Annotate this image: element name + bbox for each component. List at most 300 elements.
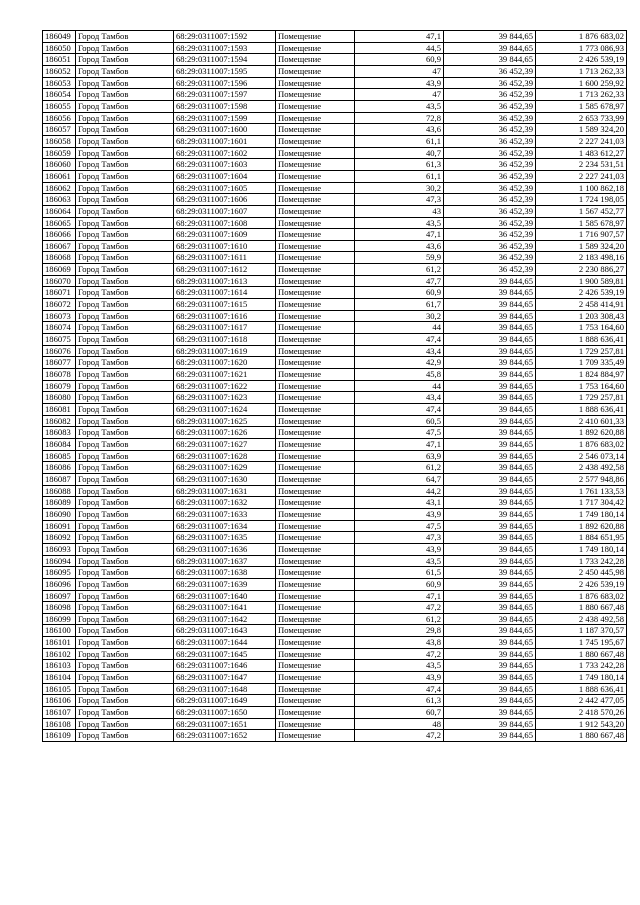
area-cell: 43,5 <box>355 660 444 672</box>
row-number-cell: 186097 <box>43 590 76 602</box>
table-row <box>43 695 627 707</box>
area-cell: 47,1 <box>355 438 444 450</box>
row-number-cell: 186061 <box>43 170 76 182</box>
row-number-cell: 186108 <box>43 718 76 730</box>
row-number-cell: 186104 <box>43 672 76 684</box>
specific-value-cell: 36 452,39 <box>444 77 536 89</box>
cadastral-number-cell: 68:29:0311007:1639 <box>174 578 276 590</box>
municipality-cell: Город Тамбов <box>76 252 174 264</box>
cadastral-value-cell: 1 892 620,88 <box>536 520 627 532</box>
area-cell: 47,5 <box>355 520 444 532</box>
table-row <box>43 229 627 241</box>
table-row <box>43 310 627 322</box>
area-cell: 61,1 <box>355 135 444 147</box>
object-type-cell: Помещение <box>276 205 355 217</box>
row-number-cell: 186064 <box>43 205 76 217</box>
table-row <box>43 625 627 637</box>
object-type-cell: Помещение <box>276 438 355 450</box>
row-number-cell: 186101 <box>43 637 76 649</box>
object-type-cell: Помещение <box>276 264 355 276</box>
object-type-cell: Помещение <box>276 252 355 264</box>
object-type-cell: Помещение <box>276 124 355 136</box>
area-cell: 47 <box>355 65 444 77</box>
cadastral-value-cell: 2 438 492,58 <box>536 462 627 474</box>
area-cell: 47,1 <box>355 590 444 602</box>
object-type-cell: Помещение <box>276 170 355 182</box>
row-number-cell: 186082 <box>43 415 76 427</box>
cadastral-number-cell: 68:29:0311007:1614 <box>174 287 276 299</box>
cadastral-number-cell: 68:29:0311007:1640 <box>174 590 276 602</box>
cadastral-value-cell: 1 900 589,81 <box>536 275 627 287</box>
cadastral-value-cell: 1 733 242,28 <box>536 555 627 567</box>
row-number-cell: 186072 <box>43 299 76 311</box>
area-cell: 43,9 <box>355 77 444 89</box>
cadastral-number-cell: 68:29:0311007:1611 <box>174 252 276 264</box>
area-cell: 61,5 <box>355 567 444 579</box>
specific-value-cell: 36 452,39 <box>444 252 536 264</box>
municipality-cell: Город Тамбов <box>76 392 174 404</box>
row-number-cell: 186056 <box>43 112 76 124</box>
row-number-cell: 186052 <box>43 65 76 77</box>
table-row <box>43 555 627 567</box>
row-number-cell: 186087 <box>43 473 76 485</box>
row-number-cell: 186106 <box>43 695 76 707</box>
municipality-cell: Город Тамбов <box>76 275 174 287</box>
cadastral-value-cell: 2 183 498,16 <box>536 252 627 264</box>
area-cell: 61,2 <box>355 264 444 276</box>
cadastral-number-cell: 68:29:0311007:1637 <box>174 555 276 567</box>
cadastral-value-cell: 1 589 324,20 <box>536 240 627 252</box>
cadastral-value-cell: 1 709 335,49 <box>536 357 627 369</box>
cadastral-value-cell: 1 567 452,77 <box>536 205 627 217</box>
specific-value-cell: 36 452,39 <box>444 240 536 252</box>
area-cell: 40,7 <box>355 147 444 159</box>
row-number-cell: 186073 <box>43 310 76 322</box>
cadastral-value-cell: 1 749 180,14 <box>536 508 627 520</box>
specific-value-cell: 39 844,65 <box>444 450 536 462</box>
object-type-cell: Помещение <box>276 380 355 392</box>
cadastral-value-cell: 2 450 445,98 <box>536 567 627 579</box>
table-row <box>43 590 627 602</box>
object-type-cell: Помещение <box>276 65 355 77</box>
area-cell: 44 <box>355 322 444 334</box>
cadastral-number-cell: 68:29:0311007:1609 <box>174 229 276 241</box>
cadastral-value-cell: 1 729 257,81 <box>536 345 627 357</box>
cadastral-value-cell: 2 227 241,03 <box>536 170 627 182</box>
cadastral-number-cell: 68:29:0311007:1625 <box>174 415 276 427</box>
row-number-cell: 186102 <box>43 648 76 660</box>
cadastral-value-cell: 1 888 636,41 <box>536 683 627 695</box>
table-row <box>43 170 627 182</box>
specific-value-cell: 39 844,65 <box>444 695 536 707</box>
cadastral-number-cell: 68:29:0311007:1648 <box>174 683 276 695</box>
cadastral-value-cell: 1 753 164,60 <box>536 380 627 392</box>
row-number-cell: 186078 <box>43 369 76 381</box>
area-cell: 61,1 <box>355 170 444 182</box>
specific-value-cell: 39 844,65 <box>444 497 536 509</box>
cadastral-number-cell: 68:29:0311007:1607 <box>174 205 276 217</box>
row-number-cell: 186083 <box>43 427 76 439</box>
cadastral-number-cell: 68:29:0311007:1594 <box>174 54 276 66</box>
object-type-cell: Помещение <box>276 485 355 497</box>
cadastral-value-cell: 2 438 492,58 <box>536 613 627 625</box>
specific-value-cell: 39 844,65 <box>444 602 536 614</box>
municipality-cell: Город Тамбов <box>76 77 174 89</box>
table-row <box>43 683 627 695</box>
cadastral-value-cell: 2 442 477,05 <box>536 695 627 707</box>
cadastral-number-cell: 68:29:0311007:1645 <box>174 648 276 660</box>
specific-value-cell: 39 844,65 <box>444 287 536 299</box>
cadastral-number-cell: 68:29:0311007:1633 <box>174 508 276 520</box>
specific-value-cell: 36 452,39 <box>444 124 536 136</box>
specific-value-cell: 39 844,65 <box>444 730 536 742</box>
object-type-cell: Помещение <box>276 602 355 614</box>
row-number-cell: 186055 <box>43 100 76 112</box>
object-type-cell: Помещение <box>276 415 355 427</box>
specific-value-cell: 39 844,65 <box>444 310 536 322</box>
specific-value-cell: 36 452,39 <box>444 170 536 182</box>
row-number-cell: 186063 <box>43 194 76 206</box>
municipality-cell: Город Тамбов <box>76 590 174 602</box>
specific-value-cell: 36 452,39 <box>444 147 536 159</box>
cadastral-number-cell: 68:29:0311007:1604 <box>174 170 276 182</box>
cadastral-number-cell: 68:29:0311007:1628 <box>174 450 276 462</box>
object-type-cell: Помещение <box>276 334 355 346</box>
municipality-cell: Город Тамбов <box>76 543 174 555</box>
row-number-cell: 186084 <box>43 438 76 450</box>
table-row <box>43 334 627 346</box>
object-type-cell: Помещение <box>276 345 355 357</box>
cadastral-value-cell: 1 880 667,48 <box>536 602 627 614</box>
document-page <box>42 30 627 742</box>
table-row <box>43 660 627 672</box>
row-number-cell: 186060 <box>43 159 76 171</box>
area-cell: 43,6 <box>355 124 444 136</box>
specific-value-cell: 39 844,65 <box>444 672 536 684</box>
row-number-cell: 186069 <box>43 264 76 276</box>
cadastral-number-cell: 68:29:0311007:1613 <box>174 275 276 287</box>
cadastral-number-cell: 68:29:0311007:1626 <box>174 427 276 439</box>
table-row <box>43 65 627 77</box>
cadastral-value-cell: 1 876 683,02 <box>536 438 627 450</box>
table-row <box>43 532 627 544</box>
row-number-cell: 186093 <box>43 543 76 555</box>
object-type-cell: Помещение <box>276 182 355 194</box>
area-cell: 61,7 <box>355 299 444 311</box>
area-cell: 60,5 <box>355 415 444 427</box>
cadastral-value-cell: 1 600 259,92 <box>536 77 627 89</box>
municipality-cell: Город Тамбов <box>76 532 174 544</box>
cadastral-number-cell: 68:29:0311007:1634 <box>174 520 276 532</box>
area-cell: 47,2 <box>355 648 444 660</box>
cadastral-number-cell: 68:29:0311007:1612 <box>174 264 276 276</box>
cadastral-value-cell: 1 713 262,33 <box>536 89 627 101</box>
row-number-cell: 186080 <box>43 392 76 404</box>
area-cell: 61,3 <box>355 159 444 171</box>
specific-value-cell: 36 452,39 <box>444 205 536 217</box>
row-number-cell: 186070 <box>43 275 76 287</box>
object-type-cell: Помещение <box>276 660 355 672</box>
object-type-cell: Помещение <box>276 555 355 567</box>
municipality-cell: Город Тамбов <box>76 112 174 124</box>
cadastral-number-cell: 68:29:0311007:1620 <box>174 357 276 369</box>
row-number-cell: 186053 <box>43 77 76 89</box>
area-cell: 47,3 <box>355 532 444 544</box>
specific-value-cell: 39 844,65 <box>444 345 536 357</box>
row-number-cell: 186068 <box>43 252 76 264</box>
table-row <box>43 357 627 369</box>
cadastral-value-cell: 2 426 539,19 <box>536 287 627 299</box>
row-number-cell: 186089 <box>43 497 76 509</box>
cadastral-value-cell: 1 892 620,88 <box>536 427 627 439</box>
area-cell: 60,9 <box>355 54 444 66</box>
municipality-cell: Город Тамбов <box>76 217 174 229</box>
area-cell: 63,9 <box>355 450 444 462</box>
table-row <box>43 718 627 730</box>
row-number-cell: 186095 <box>43 567 76 579</box>
area-cell: 47,4 <box>355 334 444 346</box>
municipality-cell: Город Тамбов <box>76 357 174 369</box>
cadastral-number-cell: 68:29:0311007:1618 <box>174 334 276 346</box>
table-row <box>43 42 627 54</box>
table-row <box>43 275 627 287</box>
cadastral-number-cell: 68:29:0311007:1599 <box>174 112 276 124</box>
table-row <box>43 135 627 147</box>
cadastral-number-cell: 68:29:0311007:1601 <box>174 135 276 147</box>
table-row <box>43 299 627 311</box>
table-row <box>43 100 627 112</box>
object-type-cell: Помещение <box>276 648 355 660</box>
cadastral-number-cell: 68:29:0311007:1651 <box>174 718 276 730</box>
table-row <box>43 159 627 171</box>
area-cell: 30,2 <box>355 182 444 194</box>
cadastral-value-cell: 2 234 531,51 <box>536 159 627 171</box>
row-number-cell: 186092 <box>43 532 76 544</box>
specific-value-cell: 39 844,65 <box>444 42 536 54</box>
cadastral-value-cell: 1 884 651,95 <box>536 532 627 544</box>
specific-value-cell: 39 844,65 <box>444 578 536 590</box>
specific-value-cell: 39 844,65 <box>444 54 536 66</box>
municipality-cell: Город Тамбов <box>76 555 174 567</box>
object-type-cell: Помещение <box>276 310 355 322</box>
table-row <box>43 112 627 124</box>
object-type-cell: Помещение <box>276 31 355 43</box>
area-cell: 60,7 <box>355 707 444 719</box>
row-number-cell: 186094 <box>43 555 76 567</box>
cadastral-number-cell: 68:29:0311007:1619 <box>174 345 276 357</box>
row-number-cell: 186090 <box>43 508 76 520</box>
object-type-cell: Помещение <box>276 42 355 54</box>
cadastral-number-cell: 68:29:0311007:1629 <box>174 462 276 474</box>
object-type-cell: Помещение <box>276 707 355 719</box>
object-type-cell: Помещение <box>276 462 355 474</box>
area-cell: 29,8 <box>355 625 444 637</box>
specific-value-cell: 36 452,39 <box>444 112 536 124</box>
specific-value-cell: 39 844,65 <box>444 532 536 544</box>
area-cell: 60,9 <box>355 287 444 299</box>
object-type-cell: Помещение <box>276 672 355 684</box>
cadastral-value-cell: 1 888 636,41 <box>536 334 627 346</box>
table-row <box>43 392 627 404</box>
cadastral-number-cell: 68:29:0311007:1600 <box>174 124 276 136</box>
area-cell: 30,2 <box>355 310 444 322</box>
object-type-cell: Помещение <box>276 194 355 206</box>
object-type-cell: Помещение <box>276 427 355 439</box>
cadastral-value-cell: 1 203 308,43 <box>536 310 627 322</box>
municipality-cell: Город Тамбов <box>76 194 174 206</box>
specific-value-cell: 39 844,65 <box>444 31 536 43</box>
specific-value-cell: 39 844,65 <box>444 427 536 439</box>
cadastral-number-cell: 68:29:0311007:1622 <box>174 380 276 392</box>
cadastral-value-cell: 1 912 543,20 <box>536 718 627 730</box>
row-number-cell: 186099 <box>43 613 76 625</box>
municipality-cell: Город Тамбов <box>76 31 174 43</box>
table-row <box>43 54 627 66</box>
row-number-cell: 186077 <box>43 357 76 369</box>
table-row <box>43 602 627 614</box>
area-cell: 43,5 <box>355 100 444 112</box>
cadastral-value-cell: 1 483 612,27 <box>536 147 627 159</box>
table-row <box>43 613 627 625</box>
cadastral-number-cell: 68:29:0311007:1644 <box>174 637 276 649</box>
table-row <box>43 124 627 136</box>
cadastral-value-cell: 1 876 683,02 <box>536 31 627 43</box>
row-number-cell: 186057 <box>43 124 76 136</box>
municipality-cell: Город Тамбов <box>76 602 174 614</box>
object-type-cell: Помещение <box>276 229 355 241</box>
table-row <box>43 438 627 450</box>
municipality-cell: Город Тамбов <box>76 404 174 416</box>
cadastral-number-cell: 68:29:0311007:1621 <box>174 369 276 381</box>
cadastral-value-cell: 2 410 601,33 <box>536 415 627 427</box>
cadastral-value-cell: 1 749 180,14 <box>536 543 627 555</box>
table-row <box>43 77 627 89</box>
row-number-cell: 186058 <box>43 135 76 147</box>
area-cell: 64,7 <box>355 473 444 485</box>
table-row <box>43 485 627 497</box>
cadastral-number-cell: 68:29:0311007:1643 <box>174 625 276 637</box>
row-number-cell: 186049 <box>43 31 76 43</box>
table-row <box>43 450 627 462</box>
cadastral-value-cell: 1 589 324,20 <box>536 124 627 136</box>
area-cell: 47,3 <box>355 194 444 206</box>
row-number-cell: 186079 <box>43 380 76 392</box>
municipality-cell: Город Тамбов <box>76 462 174 474</box>
area-cell: 61,2 <box>355 613 444 625</box>
area-cell: 43,4 <box>355 345 444 357</box>
table-row <box>43 427 627 439</box>
specific-value-cell: 39 844,65 <box>444 473 536 485</box>
specific-value-cell: 39 844,65 <box>444 683 536 695</box>
object-type-cell: Помещение <box>276 217 355 229</box>
cadastral-number-cell: 68:29:0311007:1652 <box>174 730 276 742</box>
object-type-cell: Помещение <box>276 392 355 404</box>
cadastral-value-cell: 2 577 948,86 <box>536 473 627 485</box>
table-row <box>43 520 627 532</box>
object-type-cell: Помещение <box>276 299 355 311</box>
cadastral-value-cell: 1 749 180,14 <box>536 672 627 684</box>
area-cell: 47,2 <box>355 602 444 614</box>
object-type-cell: Помещение <box>276 613 355 625</box>
municipality-cell: Город Тамбов <box>76 508 174 520</box>
object-type-cell: Помещение <box>276 287 355 299</box>
table-body <box>43 31 627 742</box>
specific-value-cell: 36 452,39 <box>444 182 536 194</box>
object-type-cell: Помещение <box>276 159 355 171</box>
municipality-cell: Город Тамбов <box>76 54 174 66</box>
specific-value-cell: 39 844,65 <box>444 625 536 637</box>
table-row <box>43 497 627 509</box>
cadastral-value-cell: 1 187 370,57 <box>536 625 627 637</box>
row-number-cell: 186096 <box>43 578 76 590</box>
municipality-cell: Город Тамбов <box>76 450 174 462</box>
specific-value-cell: 39 844,65 <box>444 707 536 719</box>
area-cell: 47 <box>355 89 444 101</box>
municipality-cell: Город Тамбов <box>76 695 174 707</box>
specific-value-cell: 36 452,39 <box>444 229 536 241</box>
municipality-cell: Город Тамбов <box>76 65 174 77</box>
table-row <box>43 473 627 485</box>
table-row <box>43 322 627 334</box>
cadastral-number-cell: 68:29:0311007:1650 <box>174 707 276 719</box>
specific-value-cell: 39 844,65 <box>444 369 536 381</box>
row-number-cell: 186085 <box>43 450 76 462</box>
municipality-cell: Город Тамбов <box>76 89 174 101</box>
cadastral-number-cell: 68:29:0311007:1596 <box>174 77 276 89</box>
cadastral-number-cell: 68:29:0311007:1617 <box>174 322 276 334</box>
cadastral-value-cell: 1 876 683,02 <box>536 590 627 602</box>
table-row <box>43 462 627 474</box>
table-row <box>43 264 627 276</box>
table-row <box>43 578 627 590</box>
cadastral-value-cell: 1 824 884,97 <box>536 369 627 381</box>
municipality-cell: Город Тамбов <box>76 625 174 637</box>
cadastral-value-cell: 1 733 242,28 <box>536 660 627 672</box>
cadastral-number-cell: 68:29:0311007:1627 <box>174 438 276 450</box>
cadastral-value-cell: 1 880 667,48 <box>536 648 627 660</box>
area-cell: 43,1 <box>355 497 444 509</box>
row-number-cell: 186066 <box>43 229 76 241</box>
municipality-cell: Город Тамбов <box>76 497 174 509</box>
object-type-cell: Помещение <box>276 578 355 590</box>
cadastral-value-cell: 2 418 570,26 <box>536 707 627 719</box>
municipality-cell: Город Тамбов <box>76 229 174 241</box>
municipality-cell: Город Тамбов <box>76 345 174 357</box>
row-number-cell: 186098 <box>43 602 76 614</box>
municipality-cell: Город Тамбов <box>76 707 174 719</box>
table-row <box>43 543 627 555</box>
area-cell: 72,8 <box>355 112 444 124</box>
specific-value-cell: 39 844,65 <box>444 299 536 311</box>
cadastral-number-cell: 68:29:0311007:1646 <box>174 660 276 672</box>
cadastral-value-cell: 1 717 304,42 <box>536 497 627 509</box>
table-row <box>43 287 627 299</box>
specific-value-cell: 36 452,39 <box>444 264 536 276</box>
cadastral-number-cell: 68:29:0311007:1649 <box>174 695 276 707</box>
municipality-cell: Город Тамбов <box>76 135 174 147</box>
object-type-cell: Помещение <box>276 147 355 159</box>
municipality-cell: Город Тамбов <box>76 520 174 532</box>
cadastral-value-cell: 1 724 198,05 <box>536 194 627 206</box>
object-type-cell: Помещение <box>276 497 355 509</box>
object-type-cell: Помещение <box>276 404 355 416</box>
municipality-cell: Город Тамбов <box>76 100 174 112</box>
cadastral-value-cell: 1 745 195,67 <box>536 637 627 649</box>
municipality-cell: Город Тамбов <box>76 613 174 625</box>
row-number-cell: 186081 <box>43 404 76 416</box>
area-cell: 47,2 <box>355 730 444 742</box>
cadastral-value-cell: 1 100 862,18 <box>536 182 627 194</box>
